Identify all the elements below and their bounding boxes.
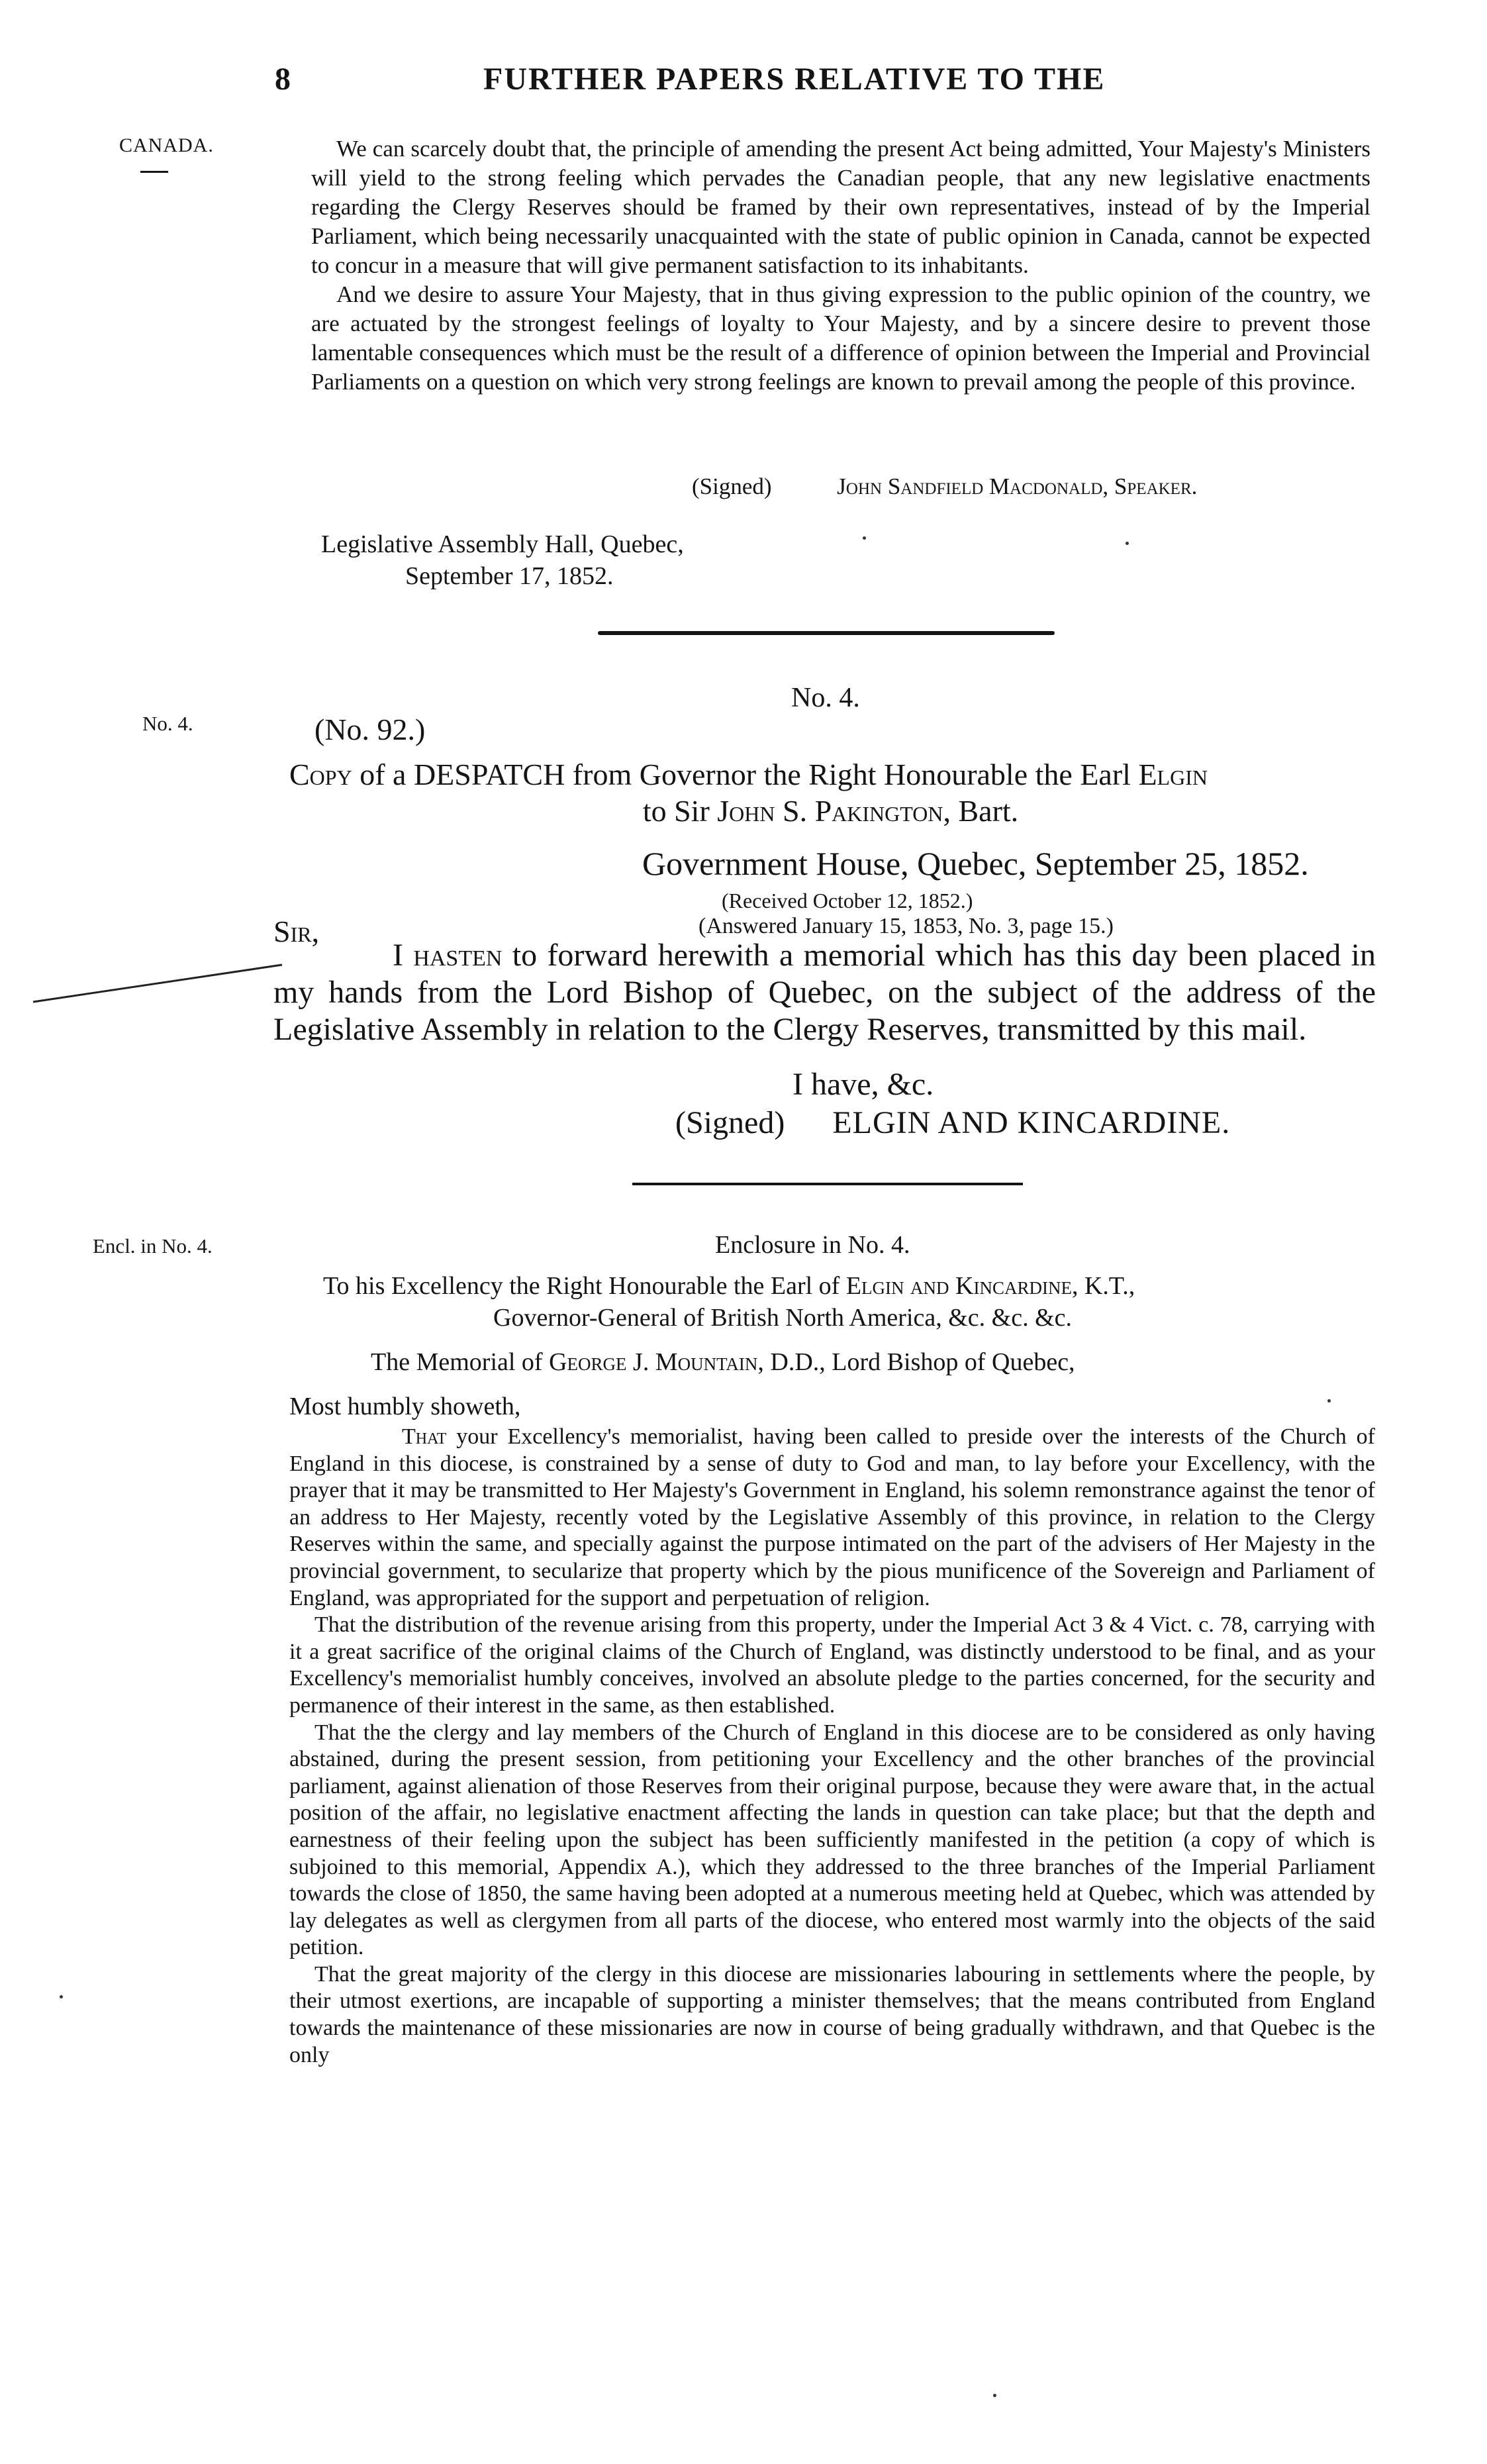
memorial-paragraph: That your Excellency's memorialist, having been called to preside over the interests of the Church of England in this diocese, is constrained by a sense of duty to God and man, to lay before your Excellency, with the prayer that it may be transmitted to Her Majesty's Government in England, his solemn remonstrance against the tenor of an address to Her Majesty, recently voted by the Legislative Assembly of this province, in relation to the Clergy Reserves within the same, and specially against the purpose intimated on the part of the advisers of Her Majesty in the provincial government, to secularize that property which by the pious munificence of the Sovereign and Parliament of England, was appropriated for the support and perpetuation of religion. xyxy=(289,1424,1375,1610)
despatch-number: (No. 92.) xyxy=(314,713,426,746)
despatch-title: Copy of a DESPATCH from Governor the Right Honourable the Earl Elgin xyxy=(289,758,1208,791)
address-paragraph: And we desire to assure Your Majesty, that in thus giving expression to the public opinion of the country, we are actuated by the strongest feelings of loyalty to Your Majesty, and by a sincere desire to prevent those lamentable consequences which must be the result of a difference of opinion between the Imperial and Provincial Parliaments on a question on which very strong feelings are known to prevail among the people of this province. xyxy=(311,281,1370,395)
section-divider xyxy=(598,631,1055,635)
title-despatch: DESPATCH xyxy=(413,758,565,791)
memorial-paragraph: That the distribution of the revenue arising from this property, under the Imperial Act 3 & 4 Vict. c. 78, carrying with it a great sacrifice of the original claims of the Church of England, was distinctly understood to be final, and as your Excellency's memorialist humbly conceives, involved an absolute pledge to the parties concerned, for the security and permanence of their interest in the same, as then established. xyxy=(289,1612,1375,1718)
memorial-title: The Memorial of George J. Mountain, D.D., Lord Bishop of Quebec, xyxy=(371,1348,1075,1376)
enclosure-address: To his Excellency the Right Honourable the Earl of Elgin and Kincardine, K.T., xyxy=(323,1272,1135,1300)
answered-note: (Answered January 15, 1853, No. 3, page 15.) xyxy=(698,914,1114,938)
title-recipient: John S. Pakington xyxy=(717,794,943,828)
margin-dash xyxy=(140,171,168,173)
memorial-lead: That xyxy=(402,1424,447,1449)
speck-mark xyxy=(863,536,866,540)
address-date: September 17, 1852. xyxy=(405,562,614,590)
despatch-title-line2: to Sir John S. Pakington, Bart. xyxy=(642,794,1019,828)
address-paragraph: We can scarcely doubt that, the principle of amending the present Act being admitted, Your Majesty's Ministers will yield to the strong feeling which pervades the Canadian people, that any new legislative enactments regarding the Clergy Reserves should be framed by their own representatives, instead of by the Imperial Parliament, which being necessarily unacquainted with the state of public opinion in Canada, cannot be expected to concur in a measure that will give permanent satisfaction to its inhabitants. xyxy=(311,136,1370,278)
showeth-line: Most humbly showeth, xyxy=(289,1393,521,1420)
address-text xyxy=(311,134,1370,397)
enclosure-heading: Enclosure in No. 4. xyxy=(715,1231,910,1259)
despatch-number-heading: No. 4. xyxy=(791,683,860,713)
signed-label: (Signed) xyxy=(692,473,772,499)
despatch-closing: I have, &c. xyxy=(792,1067,934,1102)
pen-stroke-mark xyxy=(32,963,283,1003)
memorial-paragraph: That the the clergy and lay members of the Church of England in this diocese are to be considered as only having abstained, during the present session, from petitioning your Excellency and the other branches of the provincial parliament, against alienation of those Reserves from their original purpose, because they were aware that, in the actual position of the affair, no legislative enactment affecting the lands in question can take place; but that the depth and earnestness of their feeling upon the subject has been sufficiently manifested in the petition (a copy of which is subjoined to this memorial, Appendix A.), which they addressed to the three branches of the Imperial Parliament towards the close of 1850, the same having been adopted at a numerous meeting held at Quebec, which was attended by lay delegates as well as clergymen from all parts of the diocese, who entered most warmly into the objects of the said petition. xyxy=(289,1720,1375,1960)
signer-name: John Sandfield Macdonald, Speaker. xyxy=(837,473,1198,499)
despatch-body xyxy=(273,937,1376,1048)
enclosure-address-line2: Governor-General of British North America, &c. &c. &c. xyxy=(493,1304,1073,1332)
margin-note-canada: CANADA. xyxy=(119,134,214,156)
speck-mark xyxy=(60,1995,63,1998)
speck-mark xyxy=(993,2394,996,2397)
memorial-body xyxy=(289,1424,1375,2069)
margin-note-no4: No. 4. xyxy=(142,712,193,735)
addressee-name: Elgin and Kincardine xyxy=(845,1272,1072,1300)
signed-label: (Signed) xyxy=(675,1105,785,1140)
margin-note-enclosure: Encl. in No. 4. xyxy=(93,1234,213,1257)
page-number: 8 xyxy=(275,62,291,97)
speck-mark xyxy=(1126,542,1129,545)
running-head: FURTHER PAPERS RELATIVE TO THE xyxy=(483,62,1106,97)
memorialist-name: George J. Mountain xyxy=(549,1348,758,1376)
title-copy: Copy xyxy=(289,758,352,791)
despatch-origin: Government House, Quebec, September 25, 1852. xyxy=(642,845,1309,882)
salutation: Sir, xyxy=(273,914,320,948)
speck-mark xyxy=(1327,1399,1331,1403)
address-place: Legislative Assembly Hall, Quebec, xyxy=(321,530,684,558)
address-signature xyxy=(692,473,1197,500)
despatch-body-lead: I hasten xyxy=(393,938,503,973)
received-note: (Received October 12, 1852.) xyxy=(722,889,973,912)
title-elgin: Elgin xyxy=(1138,758,1208,791)
signer-name: ELGIN AND KINCARDINE. xyxy=(832,1105,1231,1140)
memorial-paragraph: That the great majority of the clergy in this diocese are missionaries labouring in settlements where the people, by their utmost exertions, are incapable of supporting a minister themselves; that the means contributed from England towards the maintenance of these missionaries are now in course of being gradually withdrawn, and that Quebec is the only xyxy=(289,1961,1375,2067)
despatch-body-text: to forward herewith a memorial which has this day been placed in my hands from the Lord Bishop of Quebec, on the subject of the address of the Legislative Assembly in relation to the Clergy Reserves, transmitted by this mail. xyxy=(273,938,1376,1047)
section-divider xyxy=(632,1183,1023,1185)
despatch-signature xyxy=(675,1105,1230,1141)
